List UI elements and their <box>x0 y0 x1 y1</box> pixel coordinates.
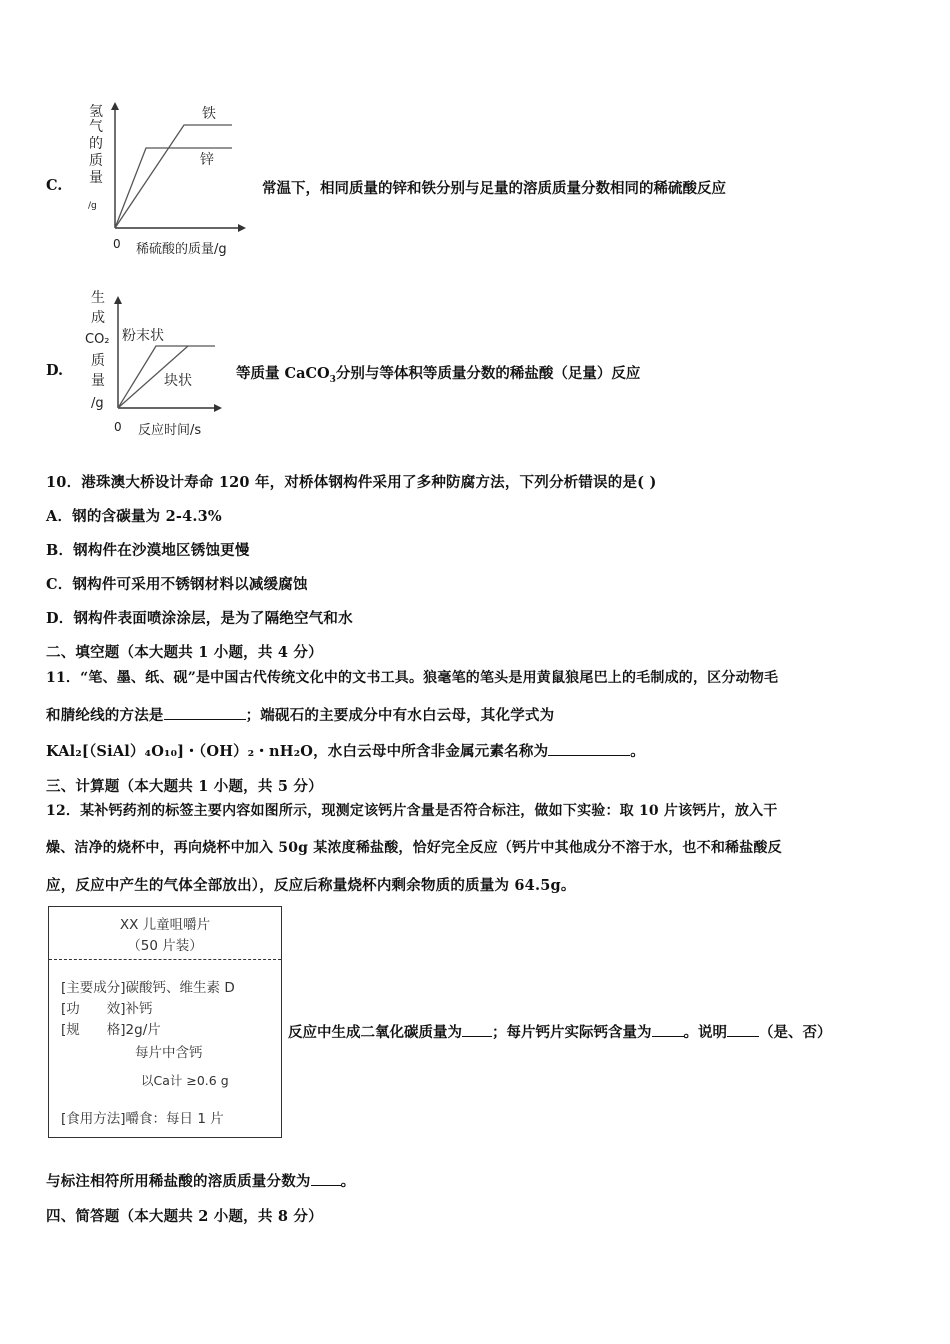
q11-line1: 11．“笔、墨、纸、砚”是中国古代传统文化中的文书工具。狼毫笔的笔头是用黄鼠狼尾巴上的毛制成的，区分动物毛 <box>46 670 779 686</box>
graph-d-ylabel-3: 质 <box>91 353 105 369</box>
graph-c-origin: 0 <box>113 237 121 251</box>
q12-blank-2 <box>652 1022 684 1038</box>
label-spec: [规 格]2g/片 <box>61 1022 161 1038</box>
option-c-letter: C. <box>46 177 63 194</box>
label-effect: [功 效]补钙 <box>61 1001 153 1017</box>
graph-d-ylabel-5: /g <box>91 396 104 411</box>
graph-d-xlabel: 反应时间/s <box>138 423 202 438</box>
graph-d <box>82 286 242 442</box>
label-spec-3: 以Ca计 ≥0.6 g <box>141 1073 229 1088</box>
section-2-heading: 二、填空题（本大题共 1 小题，共 4 分） <box>46 644 323 661</box>
graph-c-ylabel-3: 质 <box>89 153 103 169</box>
graph-d-series-lump: 块状 <box>164 373 192 389</box>
q10-option-a: A．钢的含碳量为 2-4.3% <box>46 508 222 525</box>
q12-blank-3 <box>727 1022 759 1038</box>
graph-d-ylabel-2: CO₂ <box>85 332 110 347</box>
label-subtitle: （50 片装） <box>127 938 203 954</box>
q12-line3: 应，反应中产生的气体全部放出），反应后称量烧杯内剩余物质的质量为 64.5g。 <box>46 877 576 894</box>
graph-c-series-fe: 铁 <box>202 106 216 122</box>
q10-stem: 10．港珠澳大桥设计寿命 120 年，对桥体钢构件采用了多种防腐方法，下列分析错误的是( ) <box>46 474 657 491</box>
graph-d-series-powder: 粉末状 <box>122 328 164 344</box>
q11-blank-2 <box>548 741 630 757</box>
section-4-heading: 四、简答题（本大题共 2 小题，共 8 分） <box>46 1208 323 1225</box>
q12-line2: 燥、洁净的烧杯中，再向烧杯中加入 50g 某浓度稀盐酸，恰好完全反应（钙片中其他成分不溶于水，也不和稀盐酸反 <box>46 840 782 856</box>
q10-option-b: B．钢构件在沙漠地区锈蚀更慢 <box>46 542 250 559</box>
graph-c <box>82 98 272 262</box>
label-divider <box>49 959 281 960</box>
q12-line1: 12．某补钙药剂的标签主要内容如图所示，现测定该钙片含量是否符合标注，做如下实验：取 10 片该钙片，放入干 <box>46 803 778 819</box>
q11-line3: KAl₂[（SiAl）₄O₁₀]・（OH）₂・nH₂O，水白云母中所含非金属元素名称为 。 <box>46 740 645 761</box>
product-label <box>48 906 282 1138</box>
graph-c-ylabel-2: 的 <box>89 136 103 152</box>
graph-c-line-zn <box>115 148 232 228</box>
q11-line2: 和腈纶线的方法是 ；端砚石的主要成分中有水白云母，其化学式为 <box>46 704 554 725</box>
q12-blank-4 <box>311 1171 341 1187</box>
graph-d-origin: 0 <box>114 420 122 434</box>
q12-side-text: 反应中生成二氧化碳质量为 ；每片钙片实际钙含量为 。说明 （是、否） <box>288 1021 832 1042</box>
label-spec-2: 每片中含钙 <box>135 1045 203 1061</box>
q12-blank-1 <box>462 1022 492 1038</box>
graph-d-ylabel-0: 生 <box>91 290 105 306</box>
section-3-heading: 三、计算题（本大题共 1 小题，共 5 分） <box>46 778 323 795</box>
q10-option-d: D．钢构件表面喷涂涂层，是为了隔绝空气和水 <box>46 610 353 627</box>
graph-c-ylabel-1: 气 <box>89 119 103 135</box>
label-ingredients: [主要成分]碳酸钙、维生素 D <box>61 980 235 996</box>
graph-d-ylabel-1: 成 <box>91 310 105 326</box>
graph-c-xlabel: 稀硫酸的质量/g <box>136 242 227 257</box>
graph-c-line-fe <box>115 125 232 228</box>
option-c-description: 常温下，相同质量的锌和铁分别与足量的溶质质量分数相同的稀硫酸反应 <box>262 180 726 197</box>
q12-tail: 与标注相符所用稀盐酸的溶质质量分数为 。 <box>46 1170 355 1191</box>
graph-c-ylabel-5: /g <box>88 201 97 211</box>
graph-c-ylabel-4: 量 <box>89 170 103 186</box>
q11-blank-1 <box>164 705 246 721</box>
option-d-letter: D. <box>46 362 64 379</box>
option-d-description: 等质量 CaCO$_3$分别与等体积等质量分数的稀盐酸（足量）反应 <box>236 365 641 385</box>
graph-d-ylabel-4: 量 <box>91 373 105 389</box>
graph-c-series-zn: 锌 <box>200 152 214 168</box>
label-title: XX 儿童咀嚼片 <box>119 917 211 933</box>
q10-option-c: C．钢构件可采用不锈钢材料以减缓腐蚀 <box>46 576 308 593</box>
graph-c-ylabel-0: 氢 <box>89 104 103 120</box>
label-usage: [食用方法]嚼食：每日 1 片 <box>61 1111 224 1127</box>
